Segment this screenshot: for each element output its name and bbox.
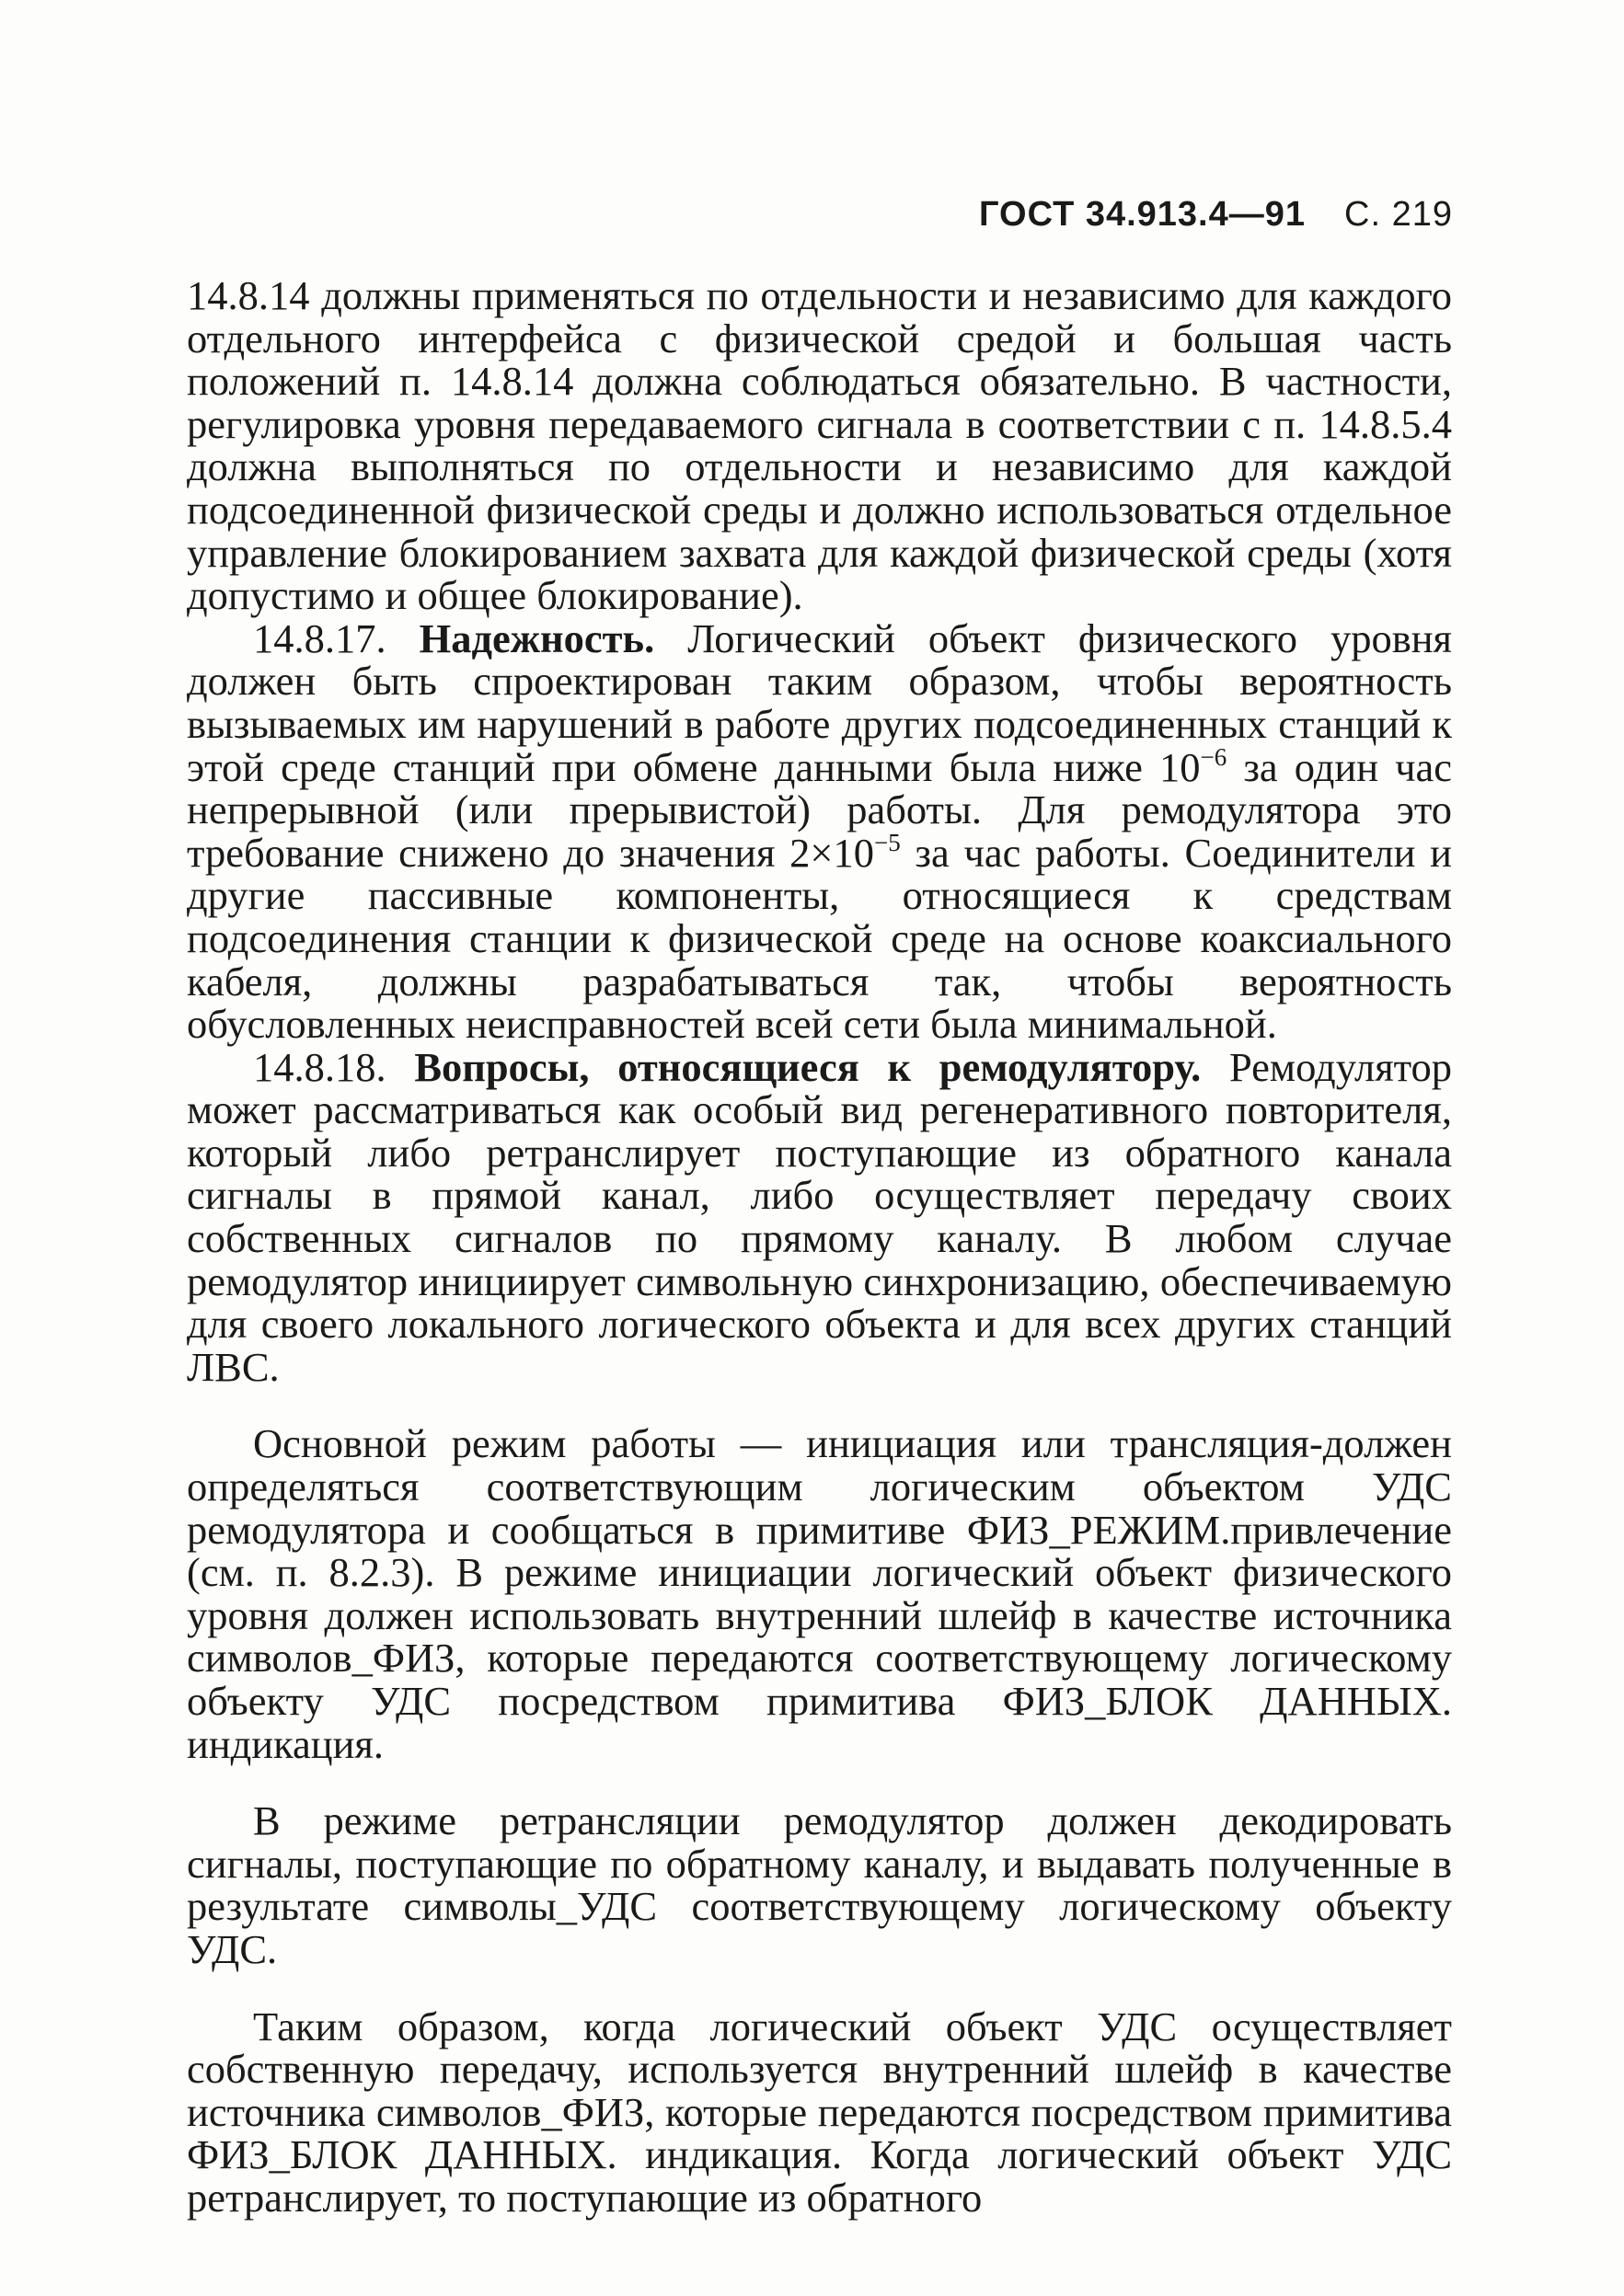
clause-number: 14.8.18. — [253, 1043, 386, 1090]
running-header — [979, 195, 1453, 235]
paragraph-text: В режиме ретрансляции ремодулятор должен декодировать сигналы, поступающие по обратному каналу, и выдавать полученные в результате символы_УДС соответствующему логическому объекту УДС. — [187, 1797, 1452, 1972]
paragraph-remodulator — [187, 1043, 1453, 1390]
paragraph-retransmit-mode — [187, 1799, 1452, 1970]
paragraph-text: 14.8.14 должны применяться по отдельности и независимо для каждого отдельного интерфейса с физической средой и большая часть положений п. 14.8.14 должна соблюдаться обязательно. В частности, регулировка уровня передаваемого сигнала в соответствии с п. 14.8.5.4 должна выполняться по отдельности и независимо для каждой подсоединенной физической среды и должно использоваться отдельное управление блокированием захвата для каждой физической среды (хотя допустимо и общее блокирование). — [187, 272, 1452, 619]
text-body — [187, 274, 1452, 2220]
paragraph-reliability — [187, 614, 1453, 1048]
exponent: −6 — [1200, 742, 1227, 771]
standard-number: ГОСТ 34.913.4—91 — [978, 195, 1307, 234]
paragraph-text: Логический объект физического уровня должен быть спроектирован таким образом, чтобы вероятность вызываемых им нарушений в работе других подсоединенных станций к этой среде станций при обмене данными была ниже 10 — [187, 614, 1452, 790]
exponent: −5 — [873, 828, 901, 856]
paragraph-text: Таким образом, когда логический объект УДС осуществляет собственную передачу, используется внутренний шлейф в качестве источника символов_ФИЗ, которые передаются посредством примитива ФИЗ_БЛОК ДАННЫХ. индикация. Когда логический объект УДС ретранслирует, то поступающие из обратного — [187, 2003, 1452, 2221]
clause-title: Вопросы, относящиеся к ремодулятору. — [414, 1043, 1202, 1090]
paragraph-text: за час работы. Соединители и другие пассивные компоненты, относящиеся к средствам подсоединения станции к физической среде на основе коаксиального кабеля, должны разрабатываться так, чтобы вероятность обусловленных неисправностей всей сети была минимальной. — [187, 829, 1452, 1048]
clause-title: Надежность. — [419, 614, 655, 661]
paragraph-continuation — [187, 274, 1452, 617]
paragraph-main-mode — [187, 1422, 1452, 1765]
paragraph-text: Ремодулятор может рассматриваться как особый вид регенеративного повторителя, который либо ретранслирует поступающие из обратного канала сигналы в прямой канал, либо осуществляет передачу своих собственных сигналов по прямому каналу. В любом случае ремодулятор инициирует символьную синхронизацию, обеспечиваемую для своего локального логического объекта и для всех других станций ЛВС. — [187, 1043, 1453, 1390]
paragraph-text: Основной режим работы — инициация или трансляция-должен определяться соответствующим логическим объектом УДС ремодулятора и сообщаться в примитиве ФИЗ_РЕЖИМ.привлечение (см. п. 8.2.3). В режиме инициации логический объект физического уровня должен использовать внутренний шлейф в качестве источника символов_ФИЗ, которые передаются соответствующему логическому объекту УДС посредством примитива ФИЗ_БЛОК ДАННЫХ. индикация. — [187, 1420, 1452, 1767]
paragraph-summary — [187, 2005, 1452, 2220]
clause-number: 14.8.17. — [253, 614, 386, 661]
page-number: С. 219 — [1344, 195, 1453, 234]
paragraph-text: за один час непрерывной (или прерывистой) работы. Для ремодулятора это требование снижено до значения 2×10 — [187, 743, 1453, 876]
